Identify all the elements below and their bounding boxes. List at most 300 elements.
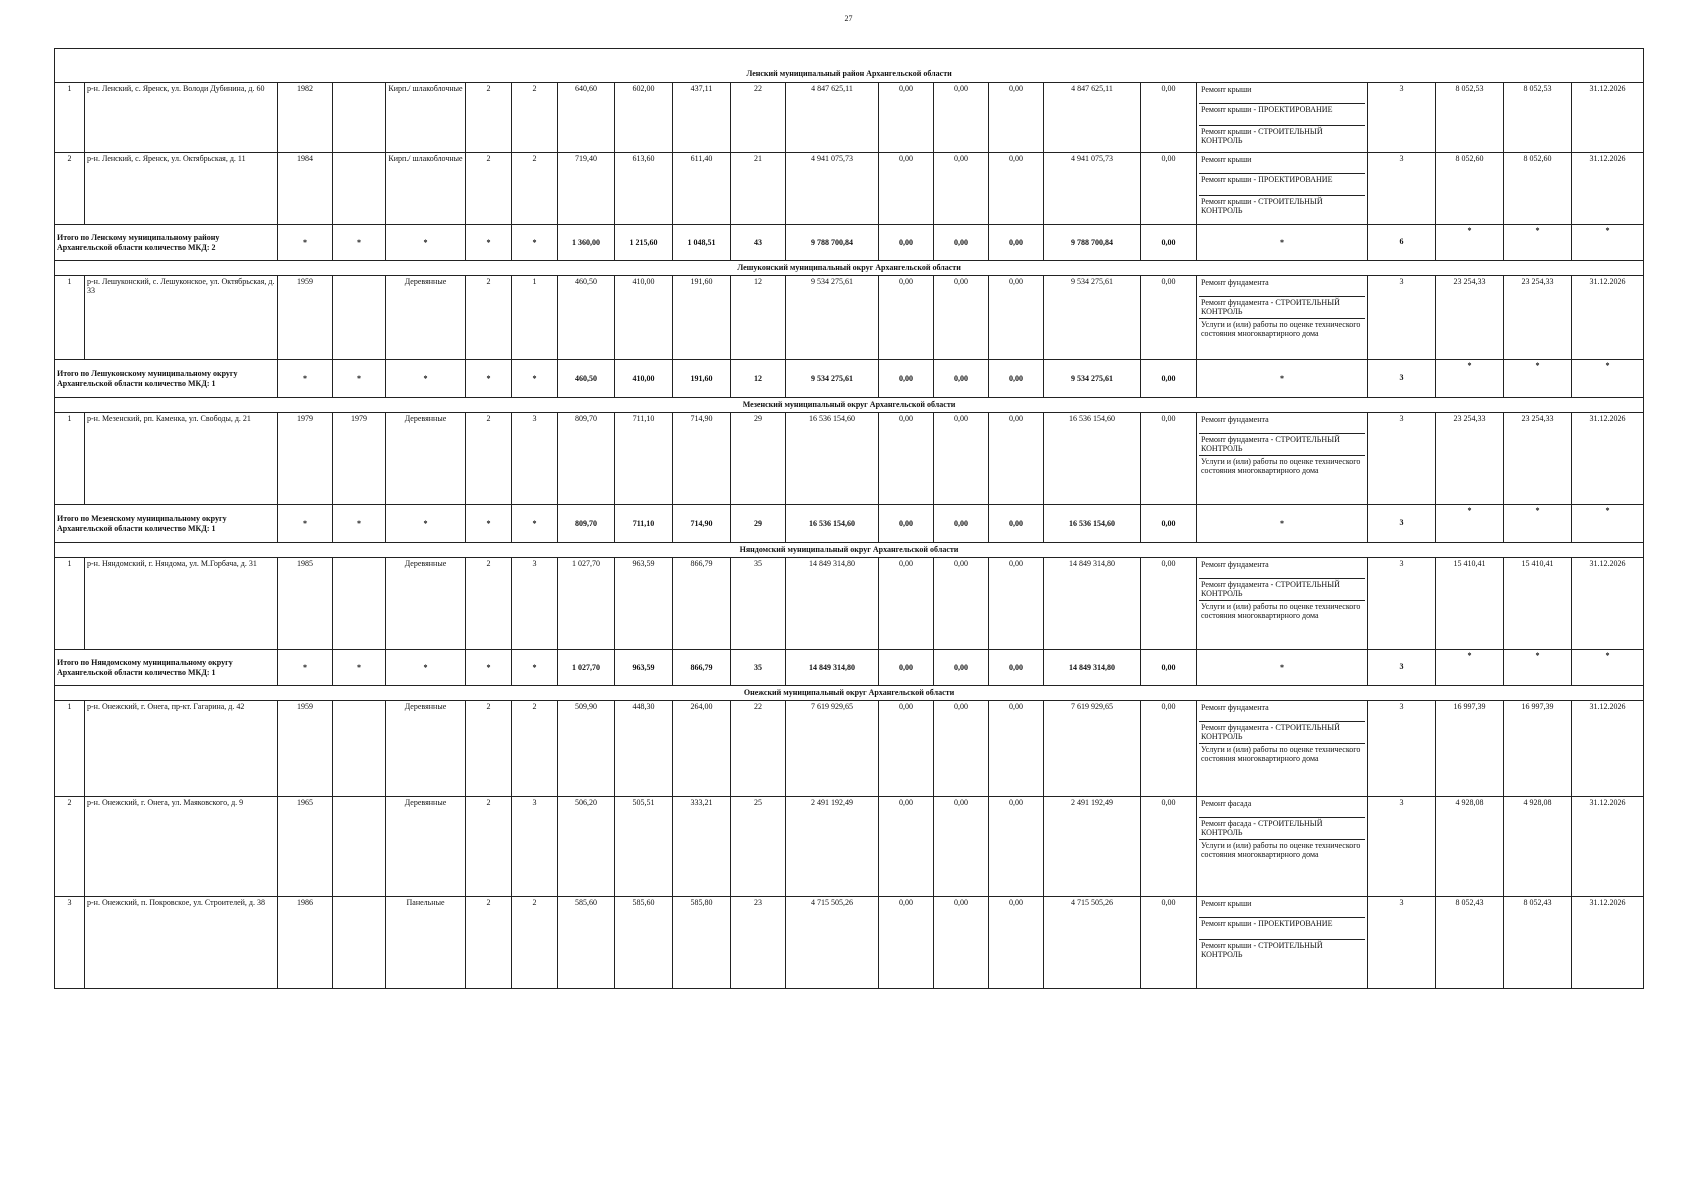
works-cell [1197,701,1368,797]
total-star: * [1504,360,1572,398]
total-fund: 0,00 [989,225,1044,261]
total-residential-area: 191,60 [673,360,731,398]
section-title: Онежский муниципальный округ Архангельской области [55,686,1644,701]
work-item: Ремонт фасада - СТРОИТЕЛЬНЫЙ КОНТРОЛЬ [1199,818,1365,840]
total-residents: 43 [731,225,786,261]
total-fund: 0,00 [934,650,989,686]
floors-cell: 2 [466,413,512,505]
total-star: * [512,225,558,261]
entrances-cell: 3 [512,413,558,505]
wall-material-cell: Деревянные [386,797,466,897]
total-cost: 9 534 275,61 [786,360,879,398]
fund-cell: 0,00 [879,558,934,650]
total-cost-cell: 14 849 314,80 [786,558,879,650]
completion-date-cell: 31.12.2026 [1572,153,1644,225]
completion-date-cell: 31.12.2026 [1572,558,1644,650]
total-star: * [1504,650,1572,686]
wall-material-cell: Панельные [386,897,466,989]
total-other-fund: 0,00 [1141,225,1197,261]
total-fund: 0,00 [879,650,934,686]
total-star: * [1197,360,1368,398]
total-fund: 0,00 [879,360,934,398]
owners-fund-cell: 4 941 075,73 [1044,153,1141,225]
completion-date-cell: 31.12.2026 [1572,413,1644,505]
page-number: 27 [844,14,853,23]
row-number: 1 [55,276,85,360]
year-renovated-cell [333,701,386,797]
section-title: Ленский муниципальный район Архангельской области [55,49,1644,83]
total-other-fund: 0,00 [1141,505,1197,543]
fund-cell: 0,00 [879,701,934,797]
total-star: * [278,225,333,261]
unit-cost-cell: 23 254,33 [1436,413,1504,505]
address-cell: р-н. Ленский, с. Яренск, ул. Володи Дубинина, д. 60 [85,83,278,153]
fund-cell: 0,00 [879,276,934,360]
total-cost-cell: 4 715 505,26 [786,897,879,989]
fund-cell: 0,00 [934,797,989,897]
completion-date-cell: 31.12.2026 [1572,797,1644,897]
total-cost: 14 849 314,80 [786,650,879,686]
year-renovated-cell [333,83,386,153]
year-renovated-cell [333,558,386,650]
total-area-cell: 719,40 [558,153,615,225]
premises-area-cell: 602,00 [615,83,673,153]
residents-cell: 12 [731,276,786,360]
work-item: Ремонт фундамента [1199,277,1365,297]
table-row [55,797,1644,897]
work-item: Ремонт фундамента [1199,702,1365,722]
premises-area-cell: 410,00 [615,276,673,360]
total-fund: 0,00 [879,225,934,261]
total-star: * [278,505,333,543]
total-area: 809,70 [558,505,615,543]
entrances-cell: 2 [512,153,558,225]
row-number: 1 [55,413,85,505]
premises-area-cell: 448,30 [615,701,673,797]
works-cell [1197,83,1368,153]
floors-cell: 2 [466,558,512,650]
fund-cell: 0,00 [989,558,1044,650]
works-cell [1197,797,1368,897]
total-row [55,360,1644,398]
work-item: Ремонт крыши - ПРОЕКТИРОВАНИЕ [1199,104,1365,126]
year-renovated-cell [333,797,386,897]
other-fund-cell: 0,00 [1141,797,1197,897]
total-cost: 9 788 700,84 [786,225,879,261]
total-cost-cell: 9 534 275,61 [786,276,879,360]
total-star: * [466,225,512,261]
works-count-cell: 3 [1368,797,1436,897]
year-built-cell: 1959 [278,701,333,797]
total-fund: 0,00 [989,505,1044,543]
premises-area-cell: 963,59 [615,558,673,650]
max-unit-cost-cell: 23 254,33 [1504,276,1572,360]
works-count-cell: 3 [1368,413,1436,505]
residential-area-cell: 866,79 [673,558,731,650]
fund-cell: 0,00 [879,413,934,505]
residents-cell: 29 [731,413,786,505]
address-cell: р-н. Онежский, п. Покровское, ул. Строителей, д. 38 [85,897,278,989]
total-star: * [1197,225,1368,261]
unit-cost-cell: 8 052,43 [1436,897,1504,989]
residents-cell: 23 [731,897,786,989]
entrances-cell: 2 [512,897,558,989]
completion-date-cell: 31.12.2026 [1572,701,1644,797]
table-row [55,276,1644,360]
total-label: Итого по Няндомскому муниципальному округу Архангельской области количество МКД: 1 [55,650,278,686]
entrances-cell: 2 [512,701,558,797]
work-item: Ремонт крыши - ПРОЕКТИРОВАНИЕ [1199,918,1365,940]
total-fund: 0,00 [989,650,1044,686]
year-renovated-cell [333,897,386,989]
total-cost: 16 536 154,60 [786,505,879,543]
total-premises-area: 410,00 [615,360,673,398]
total-star: * [1436,360,1504,398]
wall-material-cell: Деревянные [386,701,466,797]
total-area: 1 360,00 [558,225,615,261]
total-area-cell: 1 027,70 [558,558,615,650]
total-cost-cell: 2 491 192,49 [786,797,879,897]
total-owners-fund: 9 534 275,61 [1044,360,1141,398]
year-built-cell: 1959 [278,276,333,360]
fund-cell: 0,00 [989,797,1044,897]
unit-cost-cell: 8 052,60 [1436,153,1504,225]
total-star: * [466,360,512,398]
total-cost-cell: 7 619 929,65 [786,701,879,797]
residential-area-cell: 585,80 [673,897,731,989]
year-built-cell: 1982 [278,83,333,153]
register-table [54,48,1644,989]
entrances-cell: 3 [512,558,558,650]
max-unit-cost-cell: 16 997,39 [1504,701,1572,797]
total-owners-fund: 14 849 314,80 [1044,650,1141,686]
entrances-cell: 2 [512,83,558,153]
works-count-cell: 3 [1368,701,1436,797]
year-built-cell: 1986 [278,897,333,989]
max-unit-cost-cell: 8 052,43 [1504,897,1572,989]
total-star: * [278,360,333,398]
total-fund: 0,00 [989,360,1044,398]
works-cell [1197,558,1368,650]
total-star: * [512,505,558,543]
residents-cell: 22 [731,701,786,797]
owners-fund-cell: 16 536 154,60 [1044,413,1141,505]
max-unit-cost-cell: 23 254,33 [1504,413,1572,505]
other-fund-cell: 0,00 [1141,276,1197,360]
total-star: * [1572,505,1644,543]
completion-date-cell: 31.12.2026 [1572,897,1644,989]
total-label: Итого по Мезенскому муниципальному округу Архангельской области количество МКД: 1 [55,505,278,543]
fund-cell: 0,00 [934,153,989,225]
works-cell [1197,153,1368,225]
section-title: Няндомский муниципальный округ Архангельской области [55,543,1644,558]
total-row [55,650,1644,686]
works-count-cell: 3 [1368,897,1436,989]
year-built-cell: 1985 [278,558,333,650]
other-fund-cell: 0,00 [1141,83,1197,153]
total-star: * [1197,505,1368,543]
total-area-cell: 585,60 [558,897,615,989]
floors-cell: 2 [466,701,512,797]
works-count-cell: 3 [1368,276,1436,360]
total-premises-area: 1 215,60 [615,225,673,261]
address-cell: р-н. Мезенский, рп. Каменка, ул. Свободы, д. 21 [85,413,278,505]
entrances-cell: 1 [512,276,558,360]
fund-cell: 0,00 [934,558,989,650]
fund-cell: 0,00 [879,897,934,989]
total-residential-area: 714,90 [673,505,731,543]
total-area-cell: 460,50 [558,276,615,360]
total-premises-area: 711,10 [615,505,673,543]
owners-fund-cell: 9 534 275,61 [1044,276,1141,360]
total-owners-fund: 16 536 154,60 [1044,505,1141,543]
total-residents: 12 [731,360,786,398]
fund-cell: 0,00 [879,83,934,153]
residential-area-cell: 191,60 [673,276,731,360]
table-row [55,83,1644,153]
total-area-cell: 640,60 [558,83,615,153]
residential-area-cell: 333,21 [673,797,731,897]
total-cost-cell: 4 847 625,11 [786,83,879,153]
total-star: * [466,505,512,543]
total-star: * [1436,225,1504,261]
total-area-cell: 506,20 [558,797,615,897]
year-renovated-cell: 1979 [333,413,386,505]
fund-cell: 0,00 [934,413,989,505]
table-row [55,153,1644,225]
total-residential-area: 866,79 [673,650,731,686]
total-star: * [1504,505,1572,543]
total-fund: 0,00 [879,505,934,543]
unit-cost-cell: 23 254,33 [1436,276,1504,360]
row-number: 1 [55,558,85,650]
total-star: * [333,650,386,686]
total-fund: 0,00 [934,360,989,398]
total-star: * [1504,225,1572,261]
works-count-cell: 3 [1368,558,1436,650]
table-row [55,897,1644,989]
total-star: * [278,650,333,686]
total-star: * [386,360,466,398]
work-item: Услуги и (или) работы по оценке технического состояния многоквартирного дома [1201,457,1361,476]
premises-area-cell: 505,51 [615,797,673,897]
section-title: Лешуконский муниципальный округ Архангельской области [55,261,1644,276]
fund-cell: 0,00 [879,797,934,897]
fund-cell: 0,00 [934,897,989,989]
row-number: 1 [55,701,85,797]
total-star: * [1572,225,1644,261]
table-row [55,413,1644,505]
total-residents: 35 [731,650,786,686]
total-star: * [1197,650,1368,686]
address-cell: р-н. Онежский, г. Онега, пр-кт. Гагарина, д. 42 [85,701,278,797]
total-star: * [386,505,466,543]
owners-fund-cell: 4 715 505,26 [1044,897,1141,989]
work-item: Ремонт фундамента - СТРОИТЕЛЬНЫЙ КОНТРОЛЬ [1199,434,1365,456]
completion-date-cell: 31.12.2026 [1572,83,1644,153]
residential-area-cell: 437,11 [673,83,731,153]
fund-cell: 0,00 [934,83,989,153]
wall-material-cell: Кирп./ шлакоблочные [386,83,466,153]
max-unit-cost-cell: 8 052,60 [1504,153,1572,225]
floors-cell: 2 [466,797,512,897]
max-unit-cost-cell: 4 928,08 [1504,797,1572,897]
owners-fund-cell: 2 491 192,49 [1044,797,1141,897]
total-residential-area: 1 048,51 [673,225,731,261]
year-renovated-cell [333,276,386,360]
max-unit-cost-cell: 8 052,53 [1504,83,1572,153]
fund-cell: 0,00 [989,153,1044,225]
total-row [55,225,1644,261]
total-star: * [1572,360,1644,398]
total-star: * [333,225,386,261]
row-number: 2 [55,153,85,225]
work-item: Услуги и (или) работы по оценке технического состояния многоквартирного дома [1201,841,1361,860]
owners-fund-cell: 4 847 625,11 [1044,83,1141,153]
total-works-count: 6 [1368,225,1436,261]
other-fund-cell: 0,00 [1141,701,1197,797]
fund-cell: 0,00 [989,83,1044,153]
section-title: Мезенский муниципальный округ Архангельской области [55,398,1644,413]
total-premises-area: 963,59 [615,650,673,686]
address-cell: р-н. Няндомский, г. Няндома, ул. М.Горбача, д. 31 [85,558,278,650]
residents-cell: 21 [731,153,786,225]
owners-fund-cell: 7 619 929,65 [1044,701,1141,797]
work-item: Ремонт крыши - СТРОИТЕЛЬНЫЙ КОНТРОЛЬ [1201,127,1323,146]
entrances-cell: 3 [512,797,558,897]
unit-cost-cell: 16 997,39 [1436,701,1504,797]
residents-cell: 35 [731,558,786,650]
other-fund-cell: 0,00 [1141,897,1197,989]
wall-material-cell: Деревянные [386,413,466,505]
total-label: Итого по Лешуконскому муниципальному округу Архангельской области количество МКД: 1 [55,360,278,398]
fund-cell: 0,00 [879,153,934,225]
total-works-count: 3 [1368,360,1436,398]
total-star: * [466,650,512,686]
fund-cell: 0,00 [989,276,1044,360]
total-owners-fund: 9 788 700,84 [1044,225,1141,261]
wall-material-cell: Деревянные [386,276,466,360]
work-item: Ремонт фундамента [1199,414,1365,434]
work-item: Ремонт крыши - СТРОИТЕЛЬНЫЙ КОНТРОЛЬ [1201,197,1323,216]
work-item: Ремонт крыши [1199,898,1365,918]
fund-cell: 0,00 [989,413,1044,505]
total-row [55,505,1644,543]
total-star: * [1436,650,1504,686]
total-cost-cell: 16 536 154,60 [786,413,879,505]
premises-area-cell: 613,60 [615,153,673,225]
total-fund: 0,00 [934,505,989,543]
total-star: * [386,650,466,686]
total-star: * [333,505,386,543]
total-star: * [1572,650,1644,686]
total-works-count: 3 [1368,650,1436,686]
premises-area-cell: 585,60 [615,897,673,989]
fund-cell: 0,00 [934,701,989,797]
wall-material-cell: Кирп./ шлакоблочные [386,153,466,225]
residential-area-cell: 264,00 [673,701,731,797]
work-item: Ремонт фундамента - СТРОИТЕЛЬНЫЙ КОНТРОЛЬ [1199,297,1365,319]
year-built-cell: 1965 [278,797,333,897]
works-count-cell: 3 [1368,83,1436,153]
floors-cell: 2 [466,83,512,153]
unit-cost-cell: 8 052,53 [1436,83,1504,153]
work-item: Услуги и (или) работы по оценке технического состояния многоквартирного дома [1201,745,1361,764]
total-works-count: 3 [1368,505,1436,543]
unit-cost-cell: 4 928,08 [1436,797,1504,897]
address-cell: р-н. Лешуконский, с. Лешуконское, ул. Октябрьская, д. 33 [85,276,278,360]
floors-cell: 2 [466,897,512,989]
unit-cost-cell: 15 410,41 [1436,558,1504,650]
address-cell: р-н. Ленский, с. Яренск, ул. Октябрьская, д. 11 [85,153,278,225]
total-star: * [333,360,386,398]
year-renovated-cell [333,153,386,225]
total-residents: 29 [731,505,786,543]
row-number: 1 [55,83,85,153]
work-item: Услуги и (или) работы по оценке технического состояния многоквартирного дома [1201,602,1361,621]
other-fund-cell: 0,00 [1141,558,1197,650]
wall-material-cell: Деревянные [386,558,466,650]
total-star: * [386,225,466,261]
address-cell: р-н. Онежский, г. Онега, ул. Маяковского, д. 9 [85,797,278,897]
total-area-cell: 809,70 [558,413,615,505]
work-item: Ремонт крыши [1199,84,1365,104]
work-item: Ремонт фасада [1199,798,1365,818]
completion-date-cell: 31.12.2026 [1572,276,1644,360]
total-fund: 0,00 [934,225,989,261]
work-item: Ремонт крыши - СТРОИТЕЛЬНЫЙ КОНТРОЛЬ [1201,941,1323,960]
year-built-cell: 1984 [278,153,333,225]
other-fund-cell: 0,00 [1141,153,1197,225]
year-built-cell: 1979 [278,413,333,505]
works-cell [1197,897,1368,989]
residents-cell: 25 [731,797,786,897]
work-item: Ремонт фундамента - СТРОИТЕЛЬНЫЙ КОНТРОЛЬ [1199,579,1365,601]
total-star: * [512,650,558,686]
total-area-cell: 509,90 [558,701,615,797]
total-star: * [1436,505,1504,543]
work-item: Ремонт крыши - ПРОЕКТИРОВАНИЕ [1199,174,1365,196]
owners-fund-cell: 14 849 314,80 [1044,558,1141,650]
residents-cell: 22 [731,83,786,153]
residential-area-cell: 714,90 [673,413,731,505]
work-item: Ремонт крыши [1199,154,1365,174]
fund-cell: 0,00 [934,276,989,360]
works-count-cell: 3 [1368,153,1436,225]
total-area: 460,50 [558,360,615,398]
work-item: Ремонт фундамента - СТРОИТЕЛЬНЫЙ КОНТРОЛЬ [1199,722,1365,744]
other-fund-cell: 0,00 [1141,413,1197,505]
premises-area-cell: 711,10 [615,413,673,505]
work-item: Услуги и (или) работы по оценке технического состояния многоквартирного дома [1201,320,1361,339]
row-number: 2 [55,797,85,897]
work-item: Ремонт фундамента [1199,559,1365,579]
residential-area-cell: 611,40 [673,153,731,225]
total-area: 1 027,70 [558,650,615,686]
works-cell [1197,276,1368,360]
total-star: * [512,360,558,398]
total-other-fund: 0,00 [1141,360,1197,398]
table-row [55,558,1644,650]
table-row [55,701,1644,797]
floors-cell: 2 [466,276,512,360]
total-other-fund: 0,00 [1141,650,1197,686]
total-cost-cell: 4 941 075,73 [786,153,879,225]
row-number: 3 [55,897,85,989]
total-label: Итого по Ленскому муниципальному району Архангельской области количество МКД: 2 [55,225,278,261]
floors-cell: 2 [466,153,512,225]
fund-cell: 0,00 [989,897,1044,989]
